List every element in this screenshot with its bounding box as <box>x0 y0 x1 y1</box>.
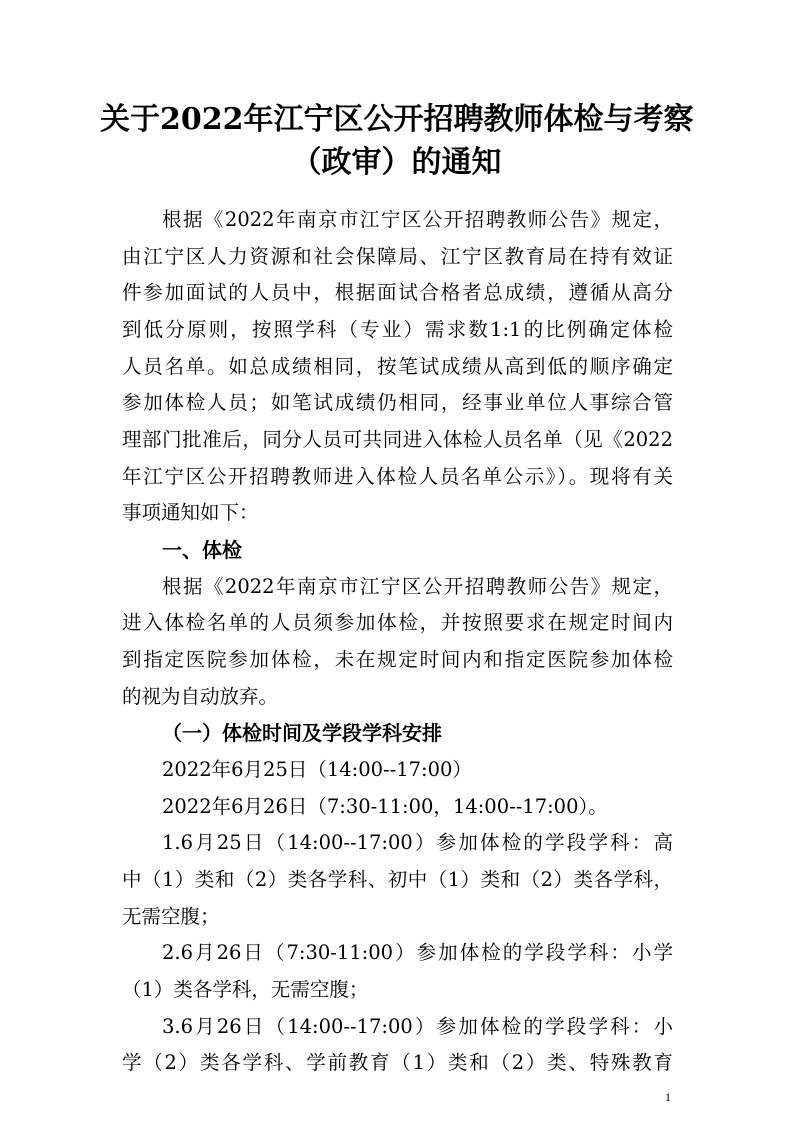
body-line: 参加体检人员；如笔试成绩仍相同，经事业单位人事综合管 <box>122 391 673 414</box>
body-line: 根据《2022年南京市江宁区公开招聘教师公告》规定， <box>162 575 673 598</box>
body-line: 进入体检名单的人员须参加体检，并按照要求在规定时间内 <box>122 611 673 634</box>
body-line: 2022年6月25日（14:00--17:00） <box>162 758 472 781</box>
body-line: 人员名单。如总成绩相同，按笔试成绩从高到低的顺序确定 <box>122 355 673 378</box>
document-title-line-1: 关于2022年江宁区公开招聘教师体检与考察 <box>100 102 694 137</box>
subsection-heading: （一）体检时间及学段学科安排 <box>162 721 442 745</box>
body-line: 到指定医院参加体检，未在规定时间内和指定医院参加体检 <box>122 648 673 671</box>
body-line: 2022年6月26日（7:30-11:00，14:00--17:00）。 <box>162 795 608 818</box>
body-line: 件参加面试的人员中，根据面试合格者总成绩，遵循从高分 <box>122 281 673 304</box>
document-title-line-2: （政审）的通知 <box>291 145 502 180</box>
page-number: 1 <box>665 1090 671 1104</box>
body-line: 根据《2022年南京市江宁区公开招聘教师公告》规定， <box>162 208 673 231</box>
body-line: 年江宁区公开招聘教师进入体检人员名单公示》）。现将有关 <box>122 465 673 488</box>
body-line: 到低分原则，按照学科（专业）需求数1:1的比例确定体检 <box>122 318 673 341</box>
body-line: 3.6月26日（14:00--17:00）参加体检的学段学科：小 <box>162 1015 673 1038</box>
body-line: 理部门批准后，同分人员可共同进入体检人员名单（见《2022 <box>122 428 673 451</box>
body-line: 中（1）类和（2）类各学科、初中（1）类和（2）类各学科， <box>122 868 673 891</box>
body-line: 无需空腹； <box>122 905 220 928</box>
body-line: （1）类各学科，无需空腹； <box>122 978 369 1001</box>
body-line: 1.6月25日（14:00--17:00）参加体检的学段学科：高 <box>162 831 673 854</box>
body-line: 事项通知如下： <box>122 501 259 524</box>
section-heading: 一、体检 <box>162 538 242 562</box>
body-line: 的视为自动放弃。 <box>122 685 279 708</box>
body-line: 学（2）类各学科、学前教育（1）类和（2）类、特殊教育 <box>122 1051 673 1074</box>
body-line: 由江宁区人力资源和社会保障局、江宁区教育局在持有效证 <box>122 245 673 268</box>
body-line: 2.6月26日（7:30-11:00）参加体检的学段学科：小学 <box>162 941 673 964</box>
